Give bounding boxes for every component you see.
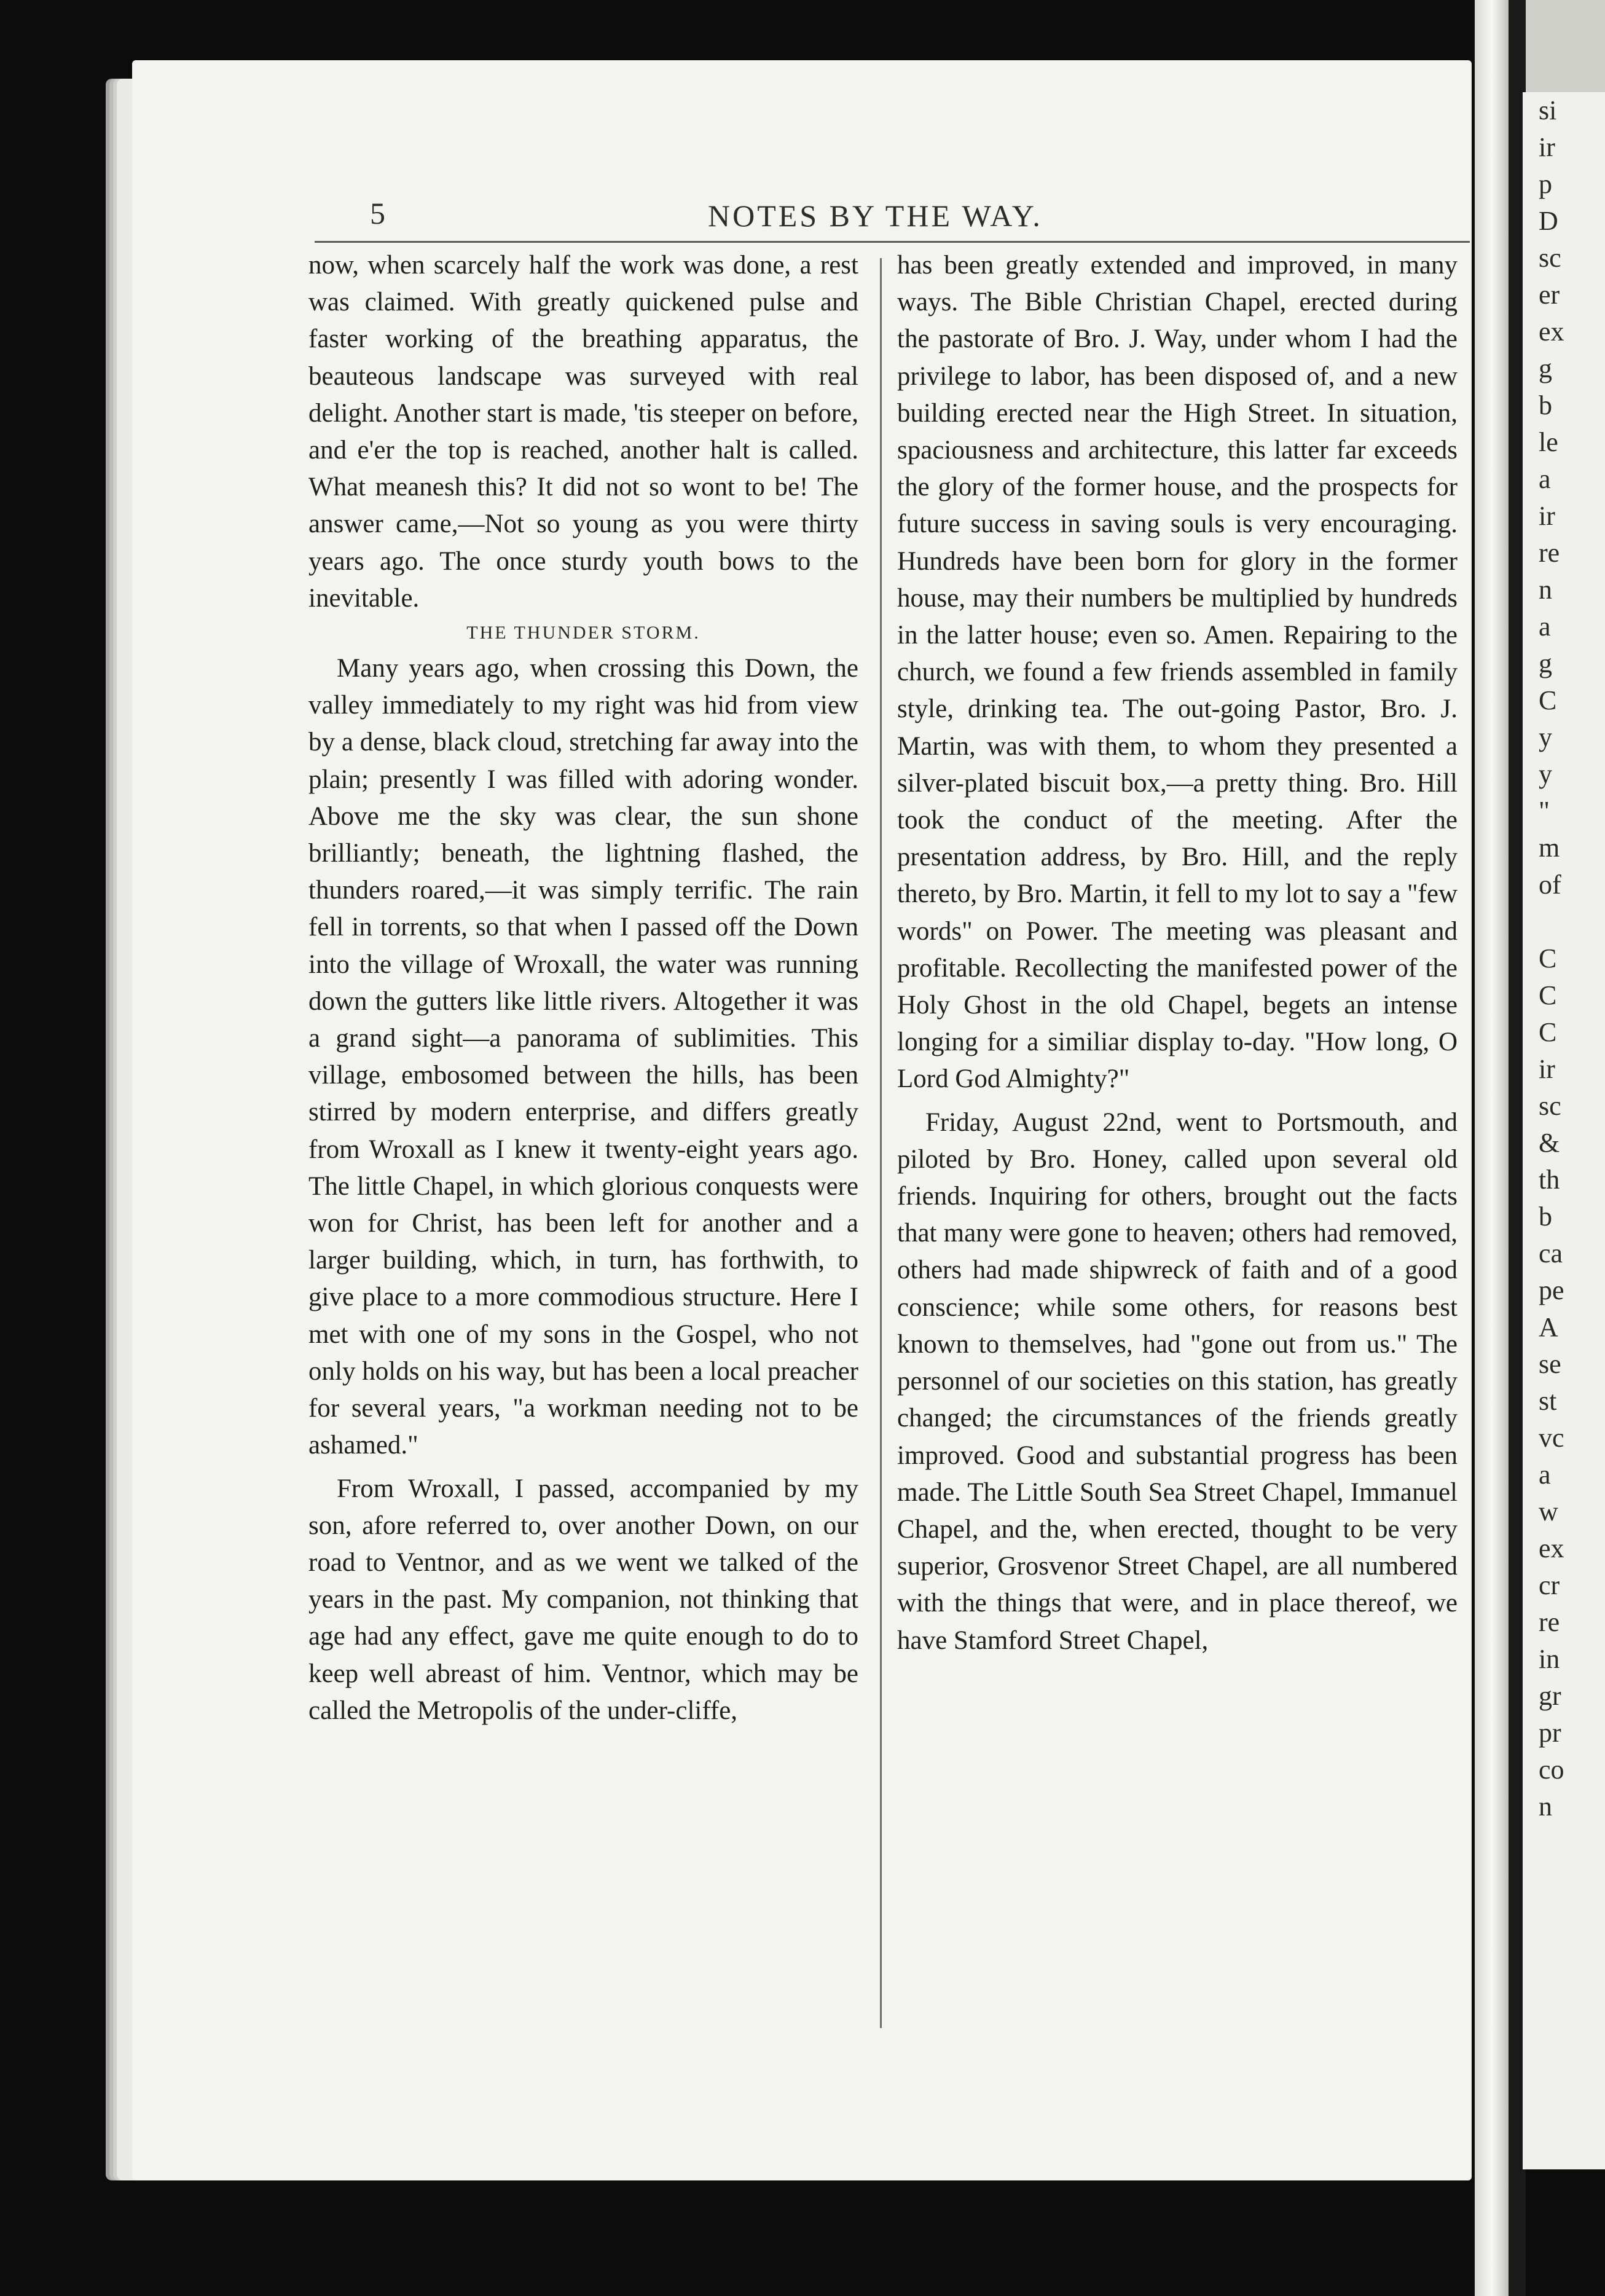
- facing-page-fragment: of: [1539, 870, 1561, 900]
- facing-page-fragment: ex: [1539, 316, 1564, 347]
- facing-page-fragment: ir: [1539, 1054, 1555, 1084]
- facing-page-fragment: vc: [1539, 1423, 1564, 1453]
- facing-page-fragment: re: [1539, 1607, 1560, 1637]
- facing-page-fragment: a: [1539, 611, 1551, 642]
- right-column: [897, 247, 1458, 1659]
- facing-page-fragment: C: [1539, 980, 1557, 1010]
- facing-page-fragment: a: [1539, 1460, 1551, 1490]
- facing-page-fragment: g: [1539, 353, 1552, 383]
- facing-page-fragment: p: [1539, 169, 1552, 199]
- running-title: NOTES BY THE WAY.: [708, 199, 1043, 233]
- facing-page-fragment: y: [1539, 759, 1552, 789]
- facing-page-fragment: ir: [1539, 132, 1555, 162]
- paragraph: Many years ago, when crossing this Down, the valley immediately to my right was hid from view by a dense, black cloud, stretching far away into the plain; presently I was filled with adoring wonder. Above me the sky was clear, the sun shone brilliantly; beneath, the lightning flashed, the thunders roared,—it was simply terrific. The rain fell in torrents, so that when I passed off the Down into the village of Wroxall, the water was running down the gutters like little rivers. Altogether it was a grand sight—a panorama of sublimities. This village, embosomed between the hills, has been stirred by modern enterprise, and differs greatly from Wroxall as I knew it twenty-eight years ago. The little Chapel, in which glorious conquests were won for Christ, has been left for another and a larger building, which, in turn, has forthwith, to give place to a more commodious structure. Here I met with one of my sons in the Gospel, who not only holds on his way, but has been a local preacher for several years, "a workman needing not to be ashamed.": [308, 654, 858, 1460]
- paragraph: Friday, August 22nd, went to Portsmouth, and piloted by Bro. Honey, called upon several old friends. Inquiring for others, brought out the facts that many were gone to heaven; others had removed, others had made shipwreck of faith and of a good conscience; while some others, for reasons best known to themselves, had "gone out from us." The personnel of our societies on this station, has greatly changed; the circumstances of the friends greatly improved. Good and substantial progress has been made. The Little South Sea Street Chapel, Immanuel Chapel, and the, when erected, thought to be very superior, Grosvenor Street Chapel, are all numbered with the things that were, and in place thereof, we have Stamford Street Chapel,: [897, 1107, 1458, 1655]
- facing-page-fragment: co: [1539, 1755, 1564, 1785]
- facing-page-fragment: A: [1539, 1312, 1558, 1342]
- column-divider: [880, 258, 882, 2028]
- facing-page-fragment: C: [1539, 685, 1557, 715]
- facing-page-fragment: er: [1539, 280, 1560, 310]
- facing-page-fragment: sc: [1539, 243, 1561, 273]
- facing-page-fragment: C: [1539, 943, 1557, 973]
- header-rule: [315, 241, 1470, 243]
- facing-page-fragment: re: [1539, 538, 1560, 568]
- facing-page-fragment: [1539, 903, 1605, 940]
- facing-page-fragment: y: [1539, 722, 1552, 752]
- facing-page-fragment: a: [1539, 464, 1551, 494]
- facing-page-fragment: pr: [1539, 1718, 1561, 1748]
- facing-page-fragment: st: [1539, 1386, 1557, 1416]
- facing-page-fragment: b: [1539, 1201, 1552, 1232]
- left-column: [308, 247, 858, 1729]
- paragraph: has been greatly extended and improved, in many ways. The Bible Christian Chapel, erected during the pastorate of Bro. J. Way, under whom I had the privilege to labor, has been disposed of, and a new building erected near the High Street. In situation, spaciousness and architecture, this latter far exceeds the glory of the former house, and the prospects for future success in saving souls is very encouraging. Hundreds have been born for glory in the former house, may their numbers be multiplied by hundreds in the latter house; even so. Amen. Repairing to the church, we found a few friends assembled in family style, drinking tea. The out-going Pastor, Bro. J. Martin, was with them, to whom they presented a silver-plated biscuit box,—a pretty thing. Bro. Hill took the conduct of the meeting. After the presentation address, by Bro. Hill, and the reply thereto, by Bro. Martin, it fell to my lot to say a "few words" on Power. The meeting was pleasant and profitable. Recollecting the manifested power of the Holy Ghost in the old Chapel, begets an intense longing for a similiar display to-day. "How long, O Lord God Almighty?": [897, 251, 1458, 1094]
- paragraph: now, when scarcely half the work was done, a rest was claimed. With greatly quickened pulse and faster working of the breathing apparatus, the beauteous landscape was surveyed with real delight. Another start is made, 'tis steeper on before, and e'er the top is reached, another halt is called. What meanesh this? It did not so wont to be! The answer came,—Not so young as you were thirty years ago. The once sturdy youth bows to the inevitable.: [308, 251, 858, 613]
- facing-page-fragment: ca: [1539, 1238, 1563, 1268]
- facing-page-fragment: n: [1539, 1791, 1552, 1822]
- page-number: 5: [370, 196, 387, 230]
- facing-page-fragment: b: [1539, 390, 1552, 420]
- facing-page-fragment: cr: [1539, 1570, 1560, 1600]
- facing-page-fragment: le: [1539, 427, 1558, 457]
- facing-page-fragment: &: [1539, 1128, 1560, 1158]
- facing-page-fragment: pe: [1539, 1275, 1564, 1305]
- facing-page-fragment: gr: [1539, 1681, 1561, 1711]
- section-heading: THE THUNDER STORM.: [466, 623, 700, 643]
- facing-page: [1523, 92, 1605, 2169]
- facing-page-fragment: D: [1539, 206, 1558, 236]
- binding-strip: [1518, 0, 1605, 92]
- facing-page-fragment: in: [1539, 1644, 1560, 1674]
- facing-page-fragment: sc: [1539, 1091, 1561, 1121]
- facing-page-fragment: se: [1539, 1349, 1561, 1379]
- facing-page-fragment: w: [1539, 1496, 1558, 1527]
- paragraph: From Wroxall, I passed, accompanied by my son, afore referred to, over another Down, on our road to Ventnor, and as we went we talked of the years in the past. My companion, not thinking that age had any effect, gave me quite enough to do to keep well abreast of him. Ventnor, which may be called the Metropolis of the under-cliffe,: [308, 1474, 858, 1725]
- facing-page-fragment: si: [1539, 95, 1557, 125]
- facing-page-fragment: C: [1539, 1017, 1557, 1047]
- running-head: [320, 195, 1475, 238]
- facing-page-fragment: m: [1539, 833, 1560, 863]
- facing-page-fragment: ": [1539, 796, 1550, 826]
- facing-page-fragment: n: [1539, 575, 1552, 605]
- facing-page-fragment: g: [1539, 648, 1552, 678]
- facing-page-fragment: ir: [1539, 501, 1555, 531]
- facing-page-fragment: th: [1539, 1165, 1560, 1195]
- facing-page-fragment: ex: [1539, 1533, 1564, 1563]
